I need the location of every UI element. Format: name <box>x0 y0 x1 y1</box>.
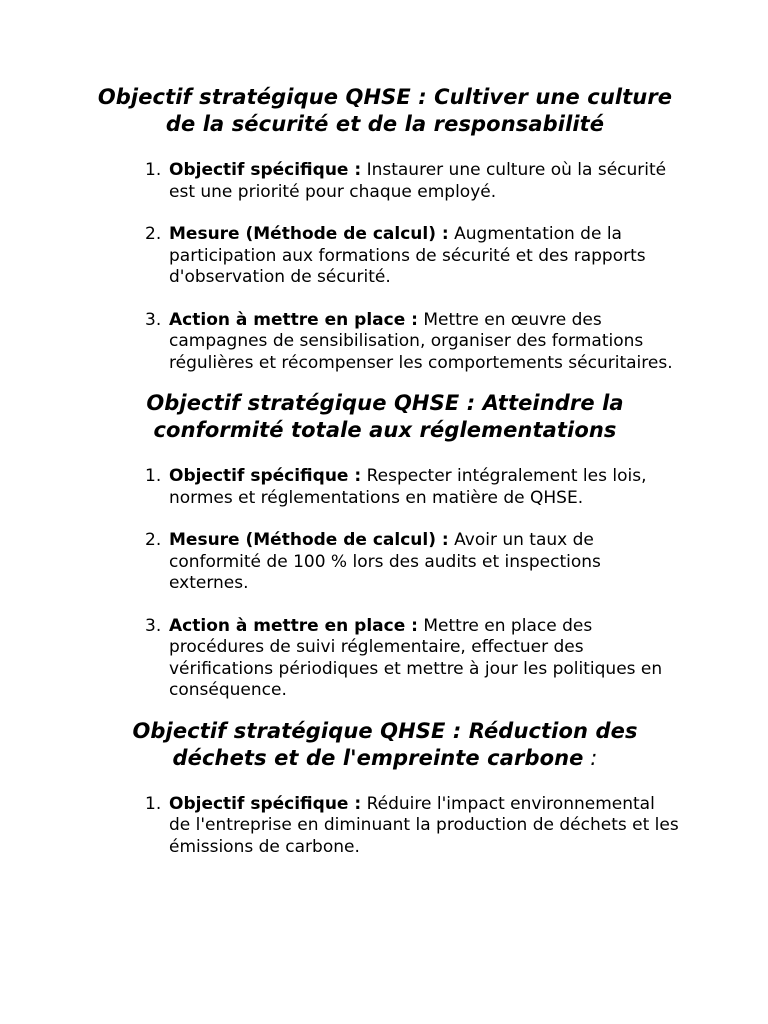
list-item <box>92 466 679 509</box>
item-number: 1. <box>145 793 162 814</box>
item-label: Action à mettre en place : <box>169 615 418 636</box>
list-item <box>92 616 679 702</box>
item-label: Objectif spécifique : <box>169 466 362 486</box>
item-text: Augmentation de la participation aux formations de sécurité et des rapports d'observation de sécurité. <box>169 224 646 287</box>
section-title: Objectif stratégique QHSE : Réduction des déchets et de l'empreinte carbone : <box>132 718 638 770</box>
item-list <box>92 466 678 702</box>
item-text: Instaurer une culture où la sécurité est une priorité pour chaque employé. <box>169 160 667 202</box>
section-dechets-carbone <box>92 718 678 859</box>
list-item <box>92 310 679 375</box>
item-number: 1. <box>145 160 162 180</box>
item-number: 2. <box>145 530 162 550</box>
list-item <box>92 530 679 595</box>
item-list <box>92 160 678 374</box>
item-label: Objectif spécifique : <box>169 160 362 180</box>
item-label: Mesure (Méthode de calcul) : <box>169 530 449 550</box>
title-suffix: : <box>583 745 598 770</box>
list-item <box>92 224 679 289</box>
item-number: 2. <box>145 224 162 244</box>
item-list <box>92 794 678 859</box>
item-number: 1. <box>145 466 162 486</box>
section-culture-securite <box>92 84 678 374</box>
item-number: 3. <box>145 615 162 636</box>
item-text: Respecter intégralement les lois, normes et réglementations en matière de QHSE. <box>169 466 647 508</box>
section-title: Objectif stratégique QHSE : Cultiver une culture de la sécurité et de la responsabilité <box>97 85 673 136</box>
item-label: Action à mettre en place : <box>169 309 418 330</box>
section-title: Objectif stratégique QHSE : Atteindre la conformité totale aux réglementations <box>146 391 624 442</box>
item-label: Mesure (Méthode de calcul) : <box>169 224 449 244</box>
item-text: Mettre en œuvre des campagnes de sensibilisation, organiser des formations régulières et récompenser les comportements sécuritaires. <box>169 309 673 373</box>
item-text: Mettre en place des procédures de suivi réglementaire, effectuer des vérifications périodiques et mettre à jour les politiques en conséquence. <box>169 615 663 700</box>
list-item <box>92 160 679 203</box>
section-conformite <box>92 390 678 702</box>
item-number: 3. <box>145 309 162 330</box>
list-item <box>92 794 679 859</box>
item-text: Réduire l'impact environnemental de l'entreprise en diminuant la production de déchets et les émissions de carbone. <box>169 793 679 857</box>
item-text: Avoir un taux de conformité de 100 % lors des audits et inspections externes. <box>169 530 601 593</box>
item-label: Objectif spécifique : <box>169 793 362 814</box>
